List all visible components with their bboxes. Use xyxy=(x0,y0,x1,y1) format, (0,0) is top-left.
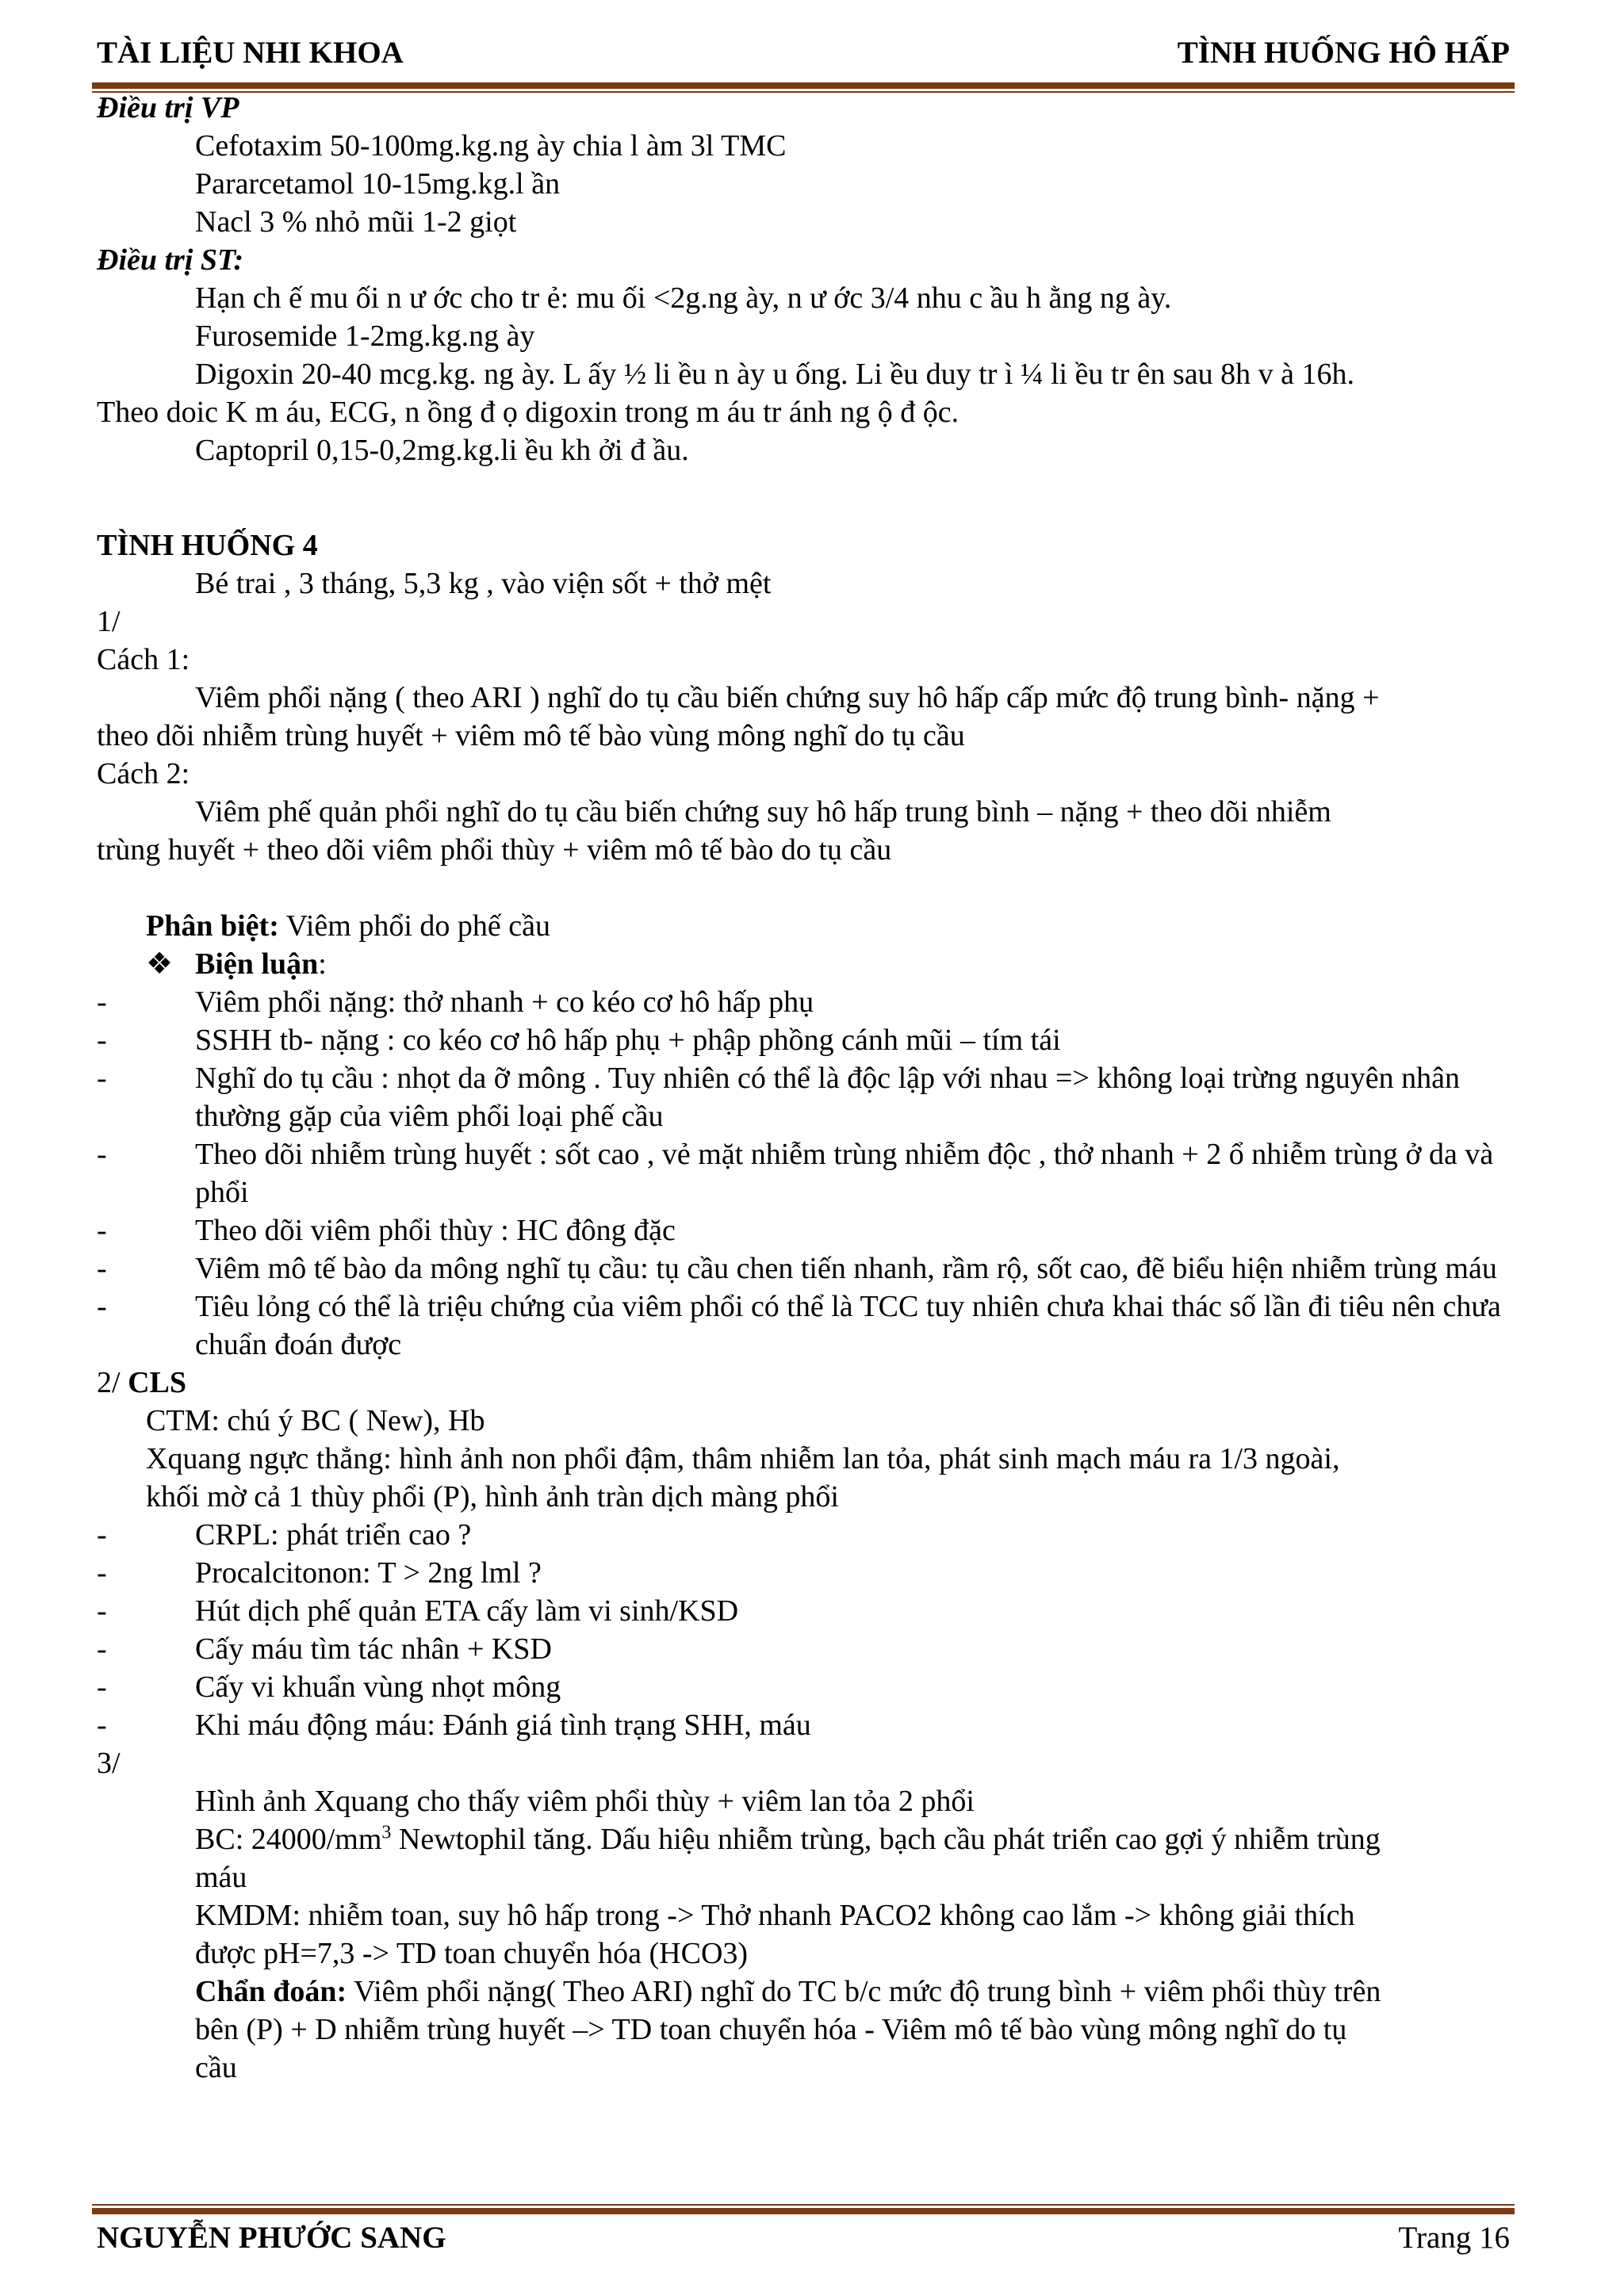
case4-title: TÌNH HUỐNG 4 xyxy=(97,529,318,562)
kmdm-result: được pH=7,3 -> TD toan chuyển hóa (HCO3) xyxy=(195,1937,749,1970)
reasoning-colon: : xyxy=(318,947,327,981)
reasoning-text: Viêm mô tế bào da mông nghĩ tụ cầu: tụ cầu chen tiến nhanh, rầm rộ, sốt cao, đẽ biểu hiện nhiễm trùng máu xyxy=(195,1252,1497,1285)
treatment-vp-line: Cefotaxim 50-100mg.kg.ng ày chia l àm 3l TMC xyxy=(195,129,787,163)
reasoning-item: - Nghĩ do tụ cầu : nhọt da ỡ mông . Tuy nhiên có thể là độc lập với nhau => không loại trừng nguyên nhân thường gặp của viêm phổi loại phế cầu xyxy=(97,1059,1516,1135)
treatment-st-line: Hạn ch ế mu ối n ư ớc cho tr ẻ: mu ối <2g.ng ày, n ư ớc 3/4 nhu c ầu h ằng ng ày. xyxy=(195,281,1172,315)
reasoning-heading xyxy=(97,945,1516,983)
bc-result-cont: máu xyxy=(195,1861,247,1894)
cls-item-text: Hút dịch phế quản ETA cấy làm vi sinh/KSD xyxy=(195,1594,739,1628)
reasoning-text: Viêm phổi nặng: thở nhanh + co kéo cơ hô hấp phụ xyxy=(195,985,814,1019)
page-number: Trang 16 xyxy=(1398,2221,1510,2255)
kmdm-result: KMDM: nhiễm toan, suy hô hấp trong -> Thở nhanh PACO2 không cao lắm -> không giải thích xyxy=(195,1899,1355,1932)
way-1-text: Viêm phổi nặng ( theo ARI ) nghĩ do tụ cầu biến chứng suy hô hấp cấp mức độ trung bình- nặng + xyxy=(195,681,1380,714)
cls-item-text: Khi máu động máu: Đánh giá tình trạng SHH, máu xyxy=(195,1709,811,1742)
differential-line xyxy=(97,907,1516,945)
page-content xyxy=(97,89,1516,2087)
reasoning-item: - Tiêu lỏng có thể là triệu chứng của viêm phổi có thể là TCC tuy nhiên chưa khai thác số lần đi tiêu nên chưa chuẩn đoán được xyxy=(97,1288,1516,1364)
way-2-text: trùng huyết + theo dõi viêm phổi thùy + viêm mô tế bào do tụ cầu xyxy=(97,833,892,867)
way-2-text: Viêm phế quản phổi nghĩ do tụ cầu biến chứng suy hô hấp trung bình – nặng + theo dõi nhiễm xyxy=(195,795,1331,828)
bc-text: Newtophil tăng. Dấu hiệu nhiễm trùng, bạch cầu phát triển cao gợi ý nhiễm trùng xyxy=(391,1823,1381,1856)
reasoning-item: - Viêm mô tế bào da mông nghĩ tụ cầu: tụ cầu chen tiến nhanh, rầm rộ, sốt cao, đẽ biểu hiện nhiễm trùng máu xyxy=(97,1249,1516,1288)
question-2-heading xyxy=(97,1364,1516,1402)
cls-xray: khối mờ cả 1 thùy phổi (P), hình ảnh tràn dịch màng phổi xyxy=(146,1480,839,1513)
diagnosis-text: Viêm phổi nặng( Theo ARI) nghĩ do TC b/c mức độ trung bình + viêm phổi thùy trên xyxy=(347,1975,1381,2008)
way-2-label: Cách 2: xyxy=(97,757,190,790)
bc-superscript: 3 xyxy=(381,1822,392,1843)
treatment-st-line: Captopril 0,15-0,2mg.kg.li ều kh ởi đ ầu. xyxy=(195,434,689,467)
cls-ctm: CTM: chú ý BC ( New), Hb xyxy=(146,1404,485,1437)
reasoning-text: Tiêu lỏng có thể là triệu chứng của viêm phổi có thể là TCC tuy nhiên chưa khai thác số lần đi tiêu nên chưa chuẩn đoán được xyxy=(195,1290,1501,1361)
cls-item: - Cấy vi khuẩn vùng nhọt mông xyxy=(97,1668,1516,1706)
treatment-vp-line: Nacl 3 % nhỏ mũi 1-2 giọt xyxy=(195,205,517,239)
diagnosis-label: Chẩn đoán: xyxy=(195,1975,347,2008)
diagnosis xyxy=(97,1973,1516,2011)
xray-result: Hình ảnh Xquang cho thấy viêm phổi thùy + viêm lan tỏa 2 phổi xyxy=(195,1785,975,1818)
question-1-label: 1/ xyxy=(97,605,121,638)
treatment-vp-line: Pararcetamol 10-15mg.kg.l ần xyxy=(195,167,561,201)
diagnosis-cont: bên (P) + D nhiễm trùng huyết –> TD toan chuyển hóa - Viêm mô tế bào vùng mông nghĩ do tụ xyxy=(195,2013,1347,2046)
treatment-st-line: Furosemide 1-2mg.kg.ng ày xyxy=(195,320,535,353)
diagnosis-cont: cầu xyxy=(195,2051,237,2084)
bc-result xyxy=(97,1820,1516,1858)
question-2-label: 2/ xyxy=(97,1366,128,1399)
cls-item-text: Cấy vi khuẩn vùng nhọt mông xyxy=(195,1670,561,1704)
bc-value: BC: 24000/mm xyxy=(195,1823,382,1856)
case4-intro: Bé trai , 3 tháng, 5,3 kg , vào viện sốt + thở mệt xyxy=(195,567,772,600)
reasoning-text: Nghĩ do tụ cầu : nhọt da ỡ mông . Tuy nhiên có thể là độc lập với nhau => không loại trừng nguyên nhân thường gặp của viêm phổi loại phế cầu xyxy=(195,1062,1460,1133)
cls-item: - Cấy máu tìm tác nhân + KSD xyxy=(97,1630,1516,1668)
cls-item: - CRPL: phát triển cao ? xyxy=(97,1516,1516,1554)
cls-xray: Xquang ngực thẳng: hình ảnh non phổi đậm, thâm nhiễm lan tỏa, phát sinh mạch máu ra 1/3 ngoài, xyxy=(146,1442,1340,1475)
reasoning-text: Theo dõi nhiễm trùng huyết : sốt cao , vẻ mặt nhiễm trùng nhiễm độc , thở nhanh + 2 ổ nhiễm trùng ở da và phổi xyxy=(195,1138,1494,1209)
reasoning-item: - Theo dõi viêm phổi thùy : HC đông đặc xyxy=(97,1211,1516,1249)
treatment-st-line: Digoxin 20-40 mcg.kg. ng ày. L ấy ½ li ều n ày u ống. Li ều duy tr ì ¼ li ều tr ên sau 8h v à 16h. xyxy=(195,358,1355,391)
footer-author: NGUYỄN PHƯỚC SANG xyxy=(97,2221,446,2255)
question-3-label: 3/ xyxy=(97,1747,121,1780)
cls-item-text: CRPL: phát triển cao ? xyxy=(195,1518,472,1552)
header-right-title: TÌNH HUỐNG HÔ HẤP xyxy=(1177,36,1510,70)
treatment-vp-heading: Điều trị VP xyxy=(97,91,239,124)
cls-item: - Procalcitonon: T > 2ng lml ? xyxy=(97,1554,1516,1592)
header-left-title: TÀI LIỆU NHI KHOA xyxy=(97,36,404,70)
way-1-text: theo dõi nhiễm trùng huyết + viêm mô tế bào vùng mông nghĩ do tụ cầu xyxy=(97,719,965,752)
way-1-label: Cách 1: xyxy=(97,643,190,676)
diamond-bullet-icon: ❖ xyxy=(146,947,174,981)
reasoning-item: - Viêm phổi nặng: thở nhanh + co kéo cơ hô hấp phụ xyxy=(97,983,1516,1021)
cls-item-text: Procalcitonon: T > 2ng lml ? xyxy=(195,1556,542,1590)
differential-text: Viêm phổi do phế cầu xyxy=(278,909,550,943)
reasoning-text: Theo dõi viêm phổi thùy : HC đông đặc xyxy=(195,1214,676,1247)
question-2-title: CLS xyxy=(128,1366,186,1399)
treatment-st-heading: Điều trị ST: xyxy=(97,243,244,277)
cls-item-text: Cấy máu tìm tác nhân + KSD xyxy=(195,1632,552,1666)
reasoning-label: Biện luận xyxy=(195,947,319,981)
reasoning-item: - Theo dõi nhiễm trùng huyết : sốt cao , vẻ mặt nhiễm trùng nhiễm độc , thở nhanh + 2 ổ nhiễm trùng ở da và phổi xyxy=(97,1135,1516,1211)
page-header xyxy=(97,35,1510,71)
differential-label: Phân biệt: xyxy=(146,909,279,943)
reasoning-item: - SSHH tb- nặng : co kéo cơ hô hấp phụ + phập phồng cánh mũi – tím tái xyxy=(97,1021,1516,1059)
footer-rule xyxy=(92,2204,1515,2214)
reasoning-text: SSHH tb- nặng : co kéo cơ hô hấp phụ + phập phồng cánh mũi – tím tái xyxy=(195,1024,1061,1057)
treatment-st-line: Theo doic K m áu, ECG, n ồng đ ọ digoxin trong m áu tr ánh ng ộ đ ộc. xyxy=(97,396,959,429)
page-footer xyxy=(97,2220,1510,2256)
cls-item: - Hút dịch phế quản ETA cấy làm vi sinh/KSD xyxy=(97,1592,1516,1630)
cls-item: - Khi máu động máu: Đánh giá tình trạng SHH, máu xyxy=(97,1706,1516,1744)
